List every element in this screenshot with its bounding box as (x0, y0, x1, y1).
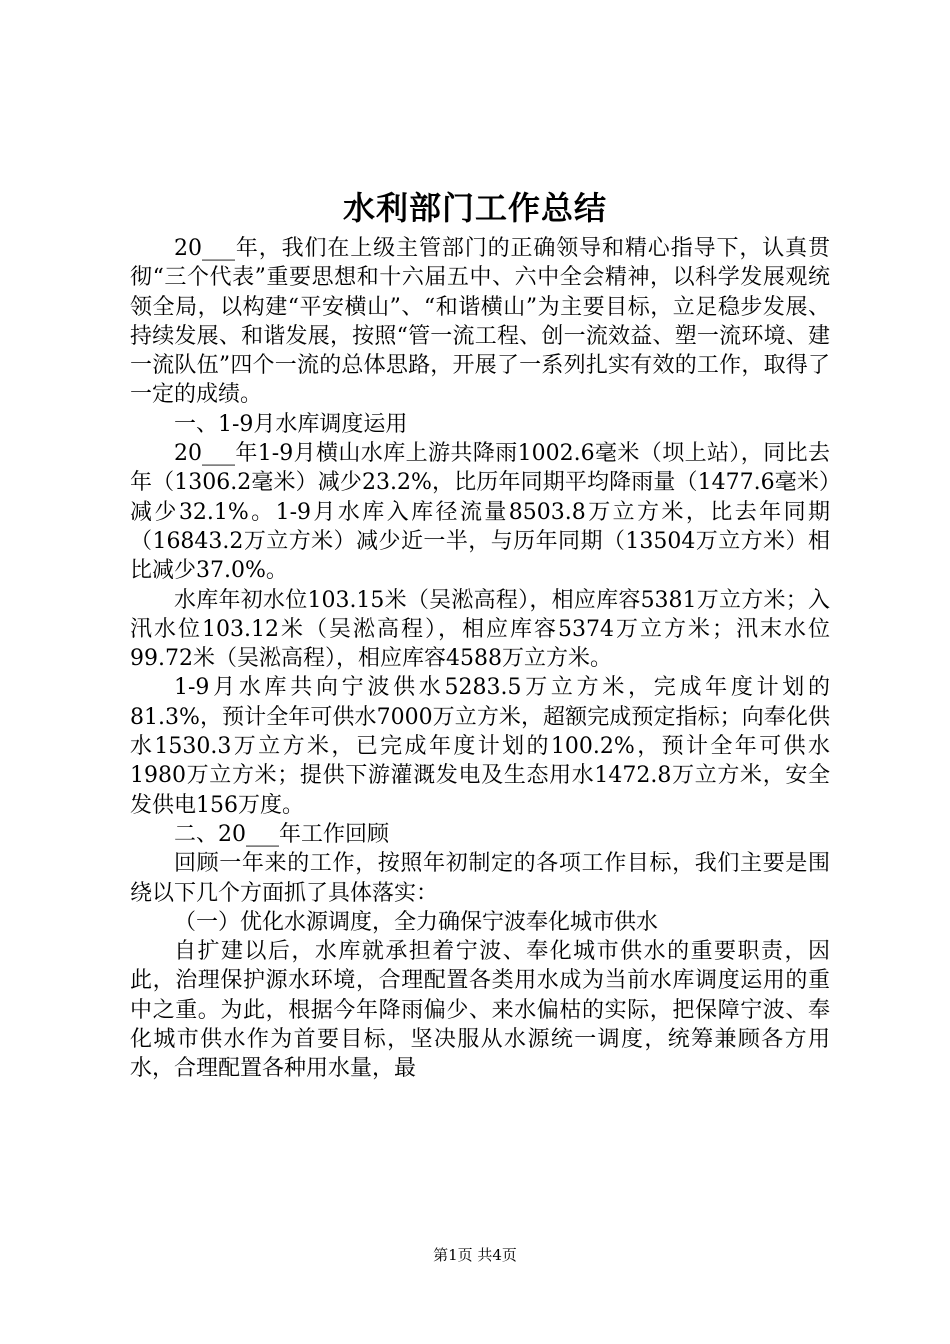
paragraph-water-dispatch: 自扩建以后，水库就承担着宁波、奉化城市供水的重要职责，因此，治理保护源水环境，合理配置各类用水成为当前水库调度运用的重中之重。为此，根据今年降雨偏少、来水偏枯的实际，把保障宁波、奉化城市供水作为首要目标，坚决服从水源统一调度，统筹兼顾各方用水，合理配置各种用水量，最 (130, 939, 830, 1082)
section-heading-reservoir-operation: 一、1-9月水库调度运用 (174, 411, 408, 437)
page-footer: 第1页 共4页 (433, 1246, 517, 1264)
paragraph-water-level: 水库年初水位103.15米（吴淞高程），相应库容5381万立方米；入汛水位103.12米（吴淞高程），相应库容5374万立方米；汛末水位99.72米（吴淞高程），相应库容4588万立方米。 (130, 587, 830, 672)
section-heading-work-review: 二、20___年工作回顾 (174, 821, 389, 847)
document-title: 水利部门工作总结 (342, 189, 607, 227)
document-body (130, 234, 830, 1084)
paragraph-rainfall: 20___年1-9月横山水库上游共降雨1002.6毫米（坝上站），同比去年（1306.2毫米）减少23.2%，比历年同期平均降雨量（1477.6毫米）减少32.1%。1-9月水库入库径流量8503.8万立方米，比去年同期（16843.2万立方米）减少近一半，与历年同期（13504万立方米）相比减少37.0%。 (130, 441, 830, 584)
paragraph-intro: 20___年，我们在上级主管部门的正确领导和精心指导下，认真贯彻“三个代表”重要思想和十六届五中、六中全会精神，以科学发展观统领全局，以构建“平安横山”、“和谐横山”为主要目标，立足稳步发展、持续发展、和谐发展，按照“管一流工程、创一流效益、塑一流环境、建一流队伍”四个一流的总体思路，开展了一系列扎实有效的工作，取得了一定的成绩。 (130, 236, 830, 408)
subsection-heading-water-dispatch: （一）优化水源调度，全力确保宁波奉化城市供水 (174, 909, 659, 935)
paragraph-review-intro: 回顾一年来的工作，按照年初制定的各项工作目标，我们主要是围绕以下几个方面抓了具体落实： (130, 851, 830, 906)
paragraph-water-supply: 1-9月水库共向宁波供水5283.5万立方米，完成年度计划的81.3%，预计全年可供水7000万立方米，超额完成预定指标；向奉化供水1530.3万立方米，已完成年度计划的100.2%，预计全年可供水1980万立方米；提供下游灌溉发电及生态用水1472.8万立方米，安全发供电156万度。 (130, 675, 830, 818)
